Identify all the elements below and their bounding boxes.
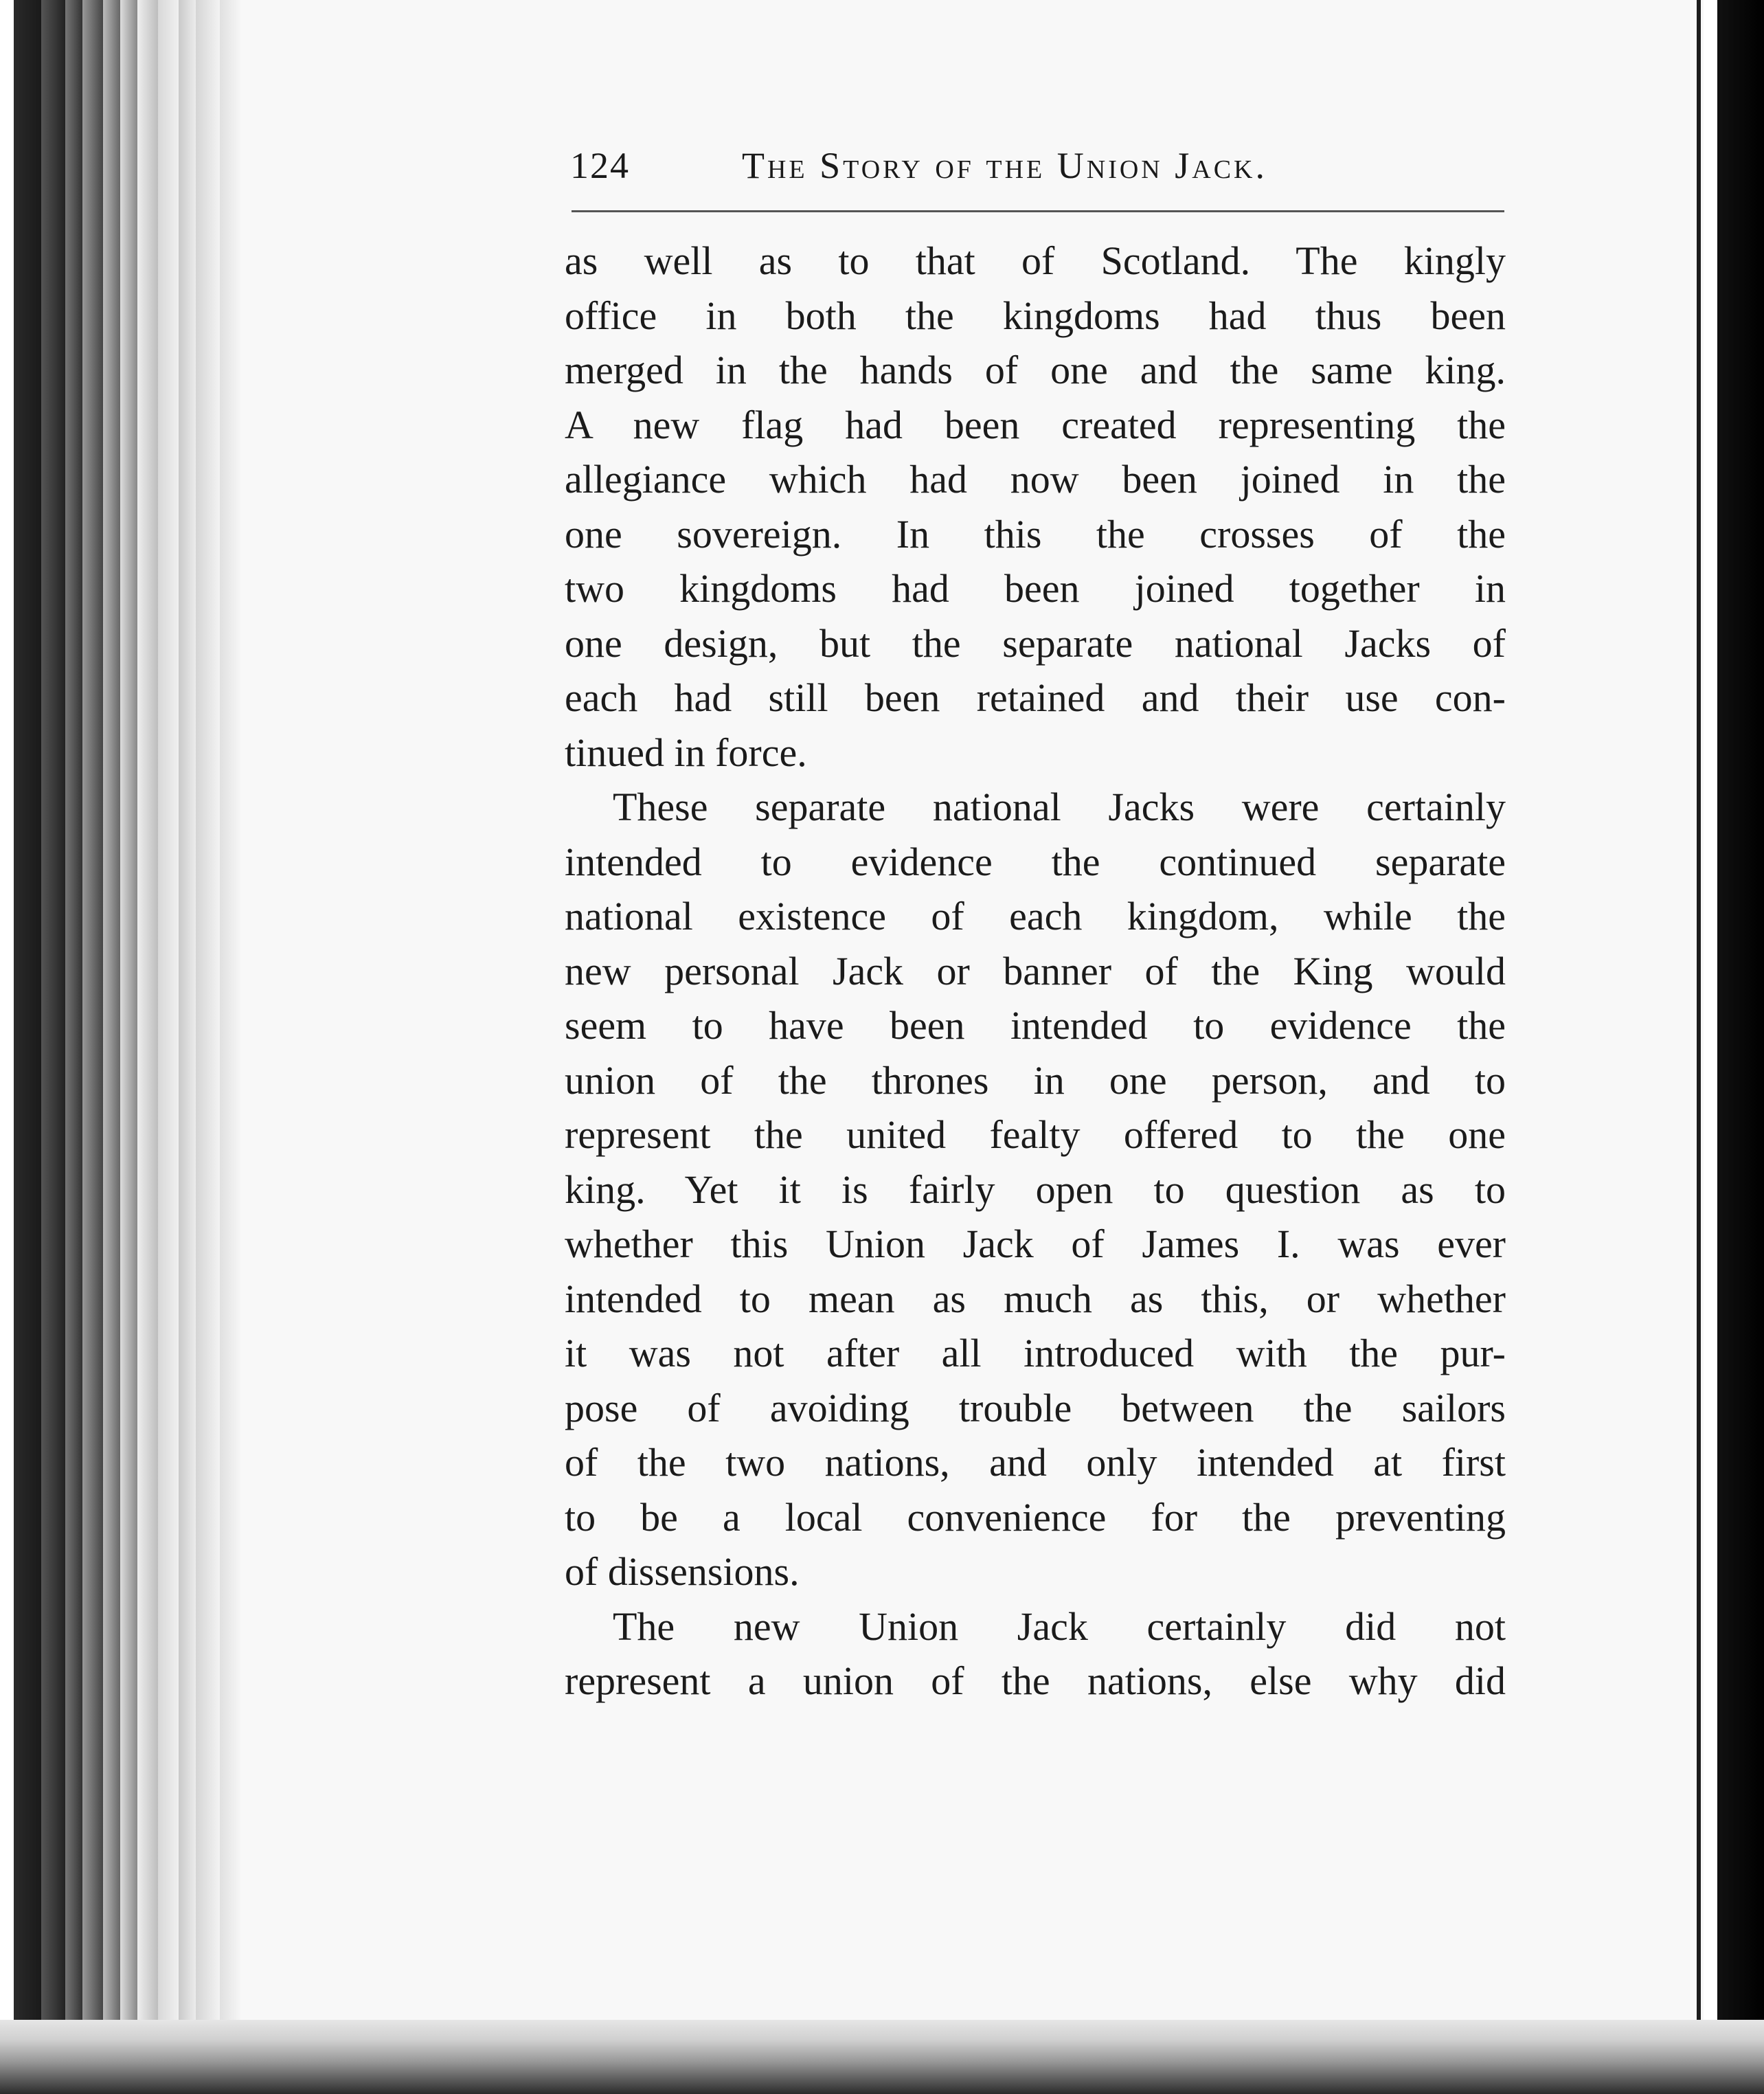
running-head: [570, 144, 1504, 192]
body-text: [565, 234, 1506, 1709]
book-edge-right-rule: [1697, 0, 1701, 2094]
text-line: allegiance which had now been joined in the: [565, 457, 1506, 502]
text-line: intended to mean as much as this, or whether: [565, 1276, 1506, 1321]
header-rule: [572, 210, 1504, 212]
text-line: one sovereign. In this the crosses of the: [565, 511, 1506, 556]
text-line: two kingdoms had been joined together in: [565, 566, 1506, 611]
paragraph-2: [565, 780, 1506, 1599]
text-line: tinued in force.: [565, 730, 807, 775]
text-line: national existence of each kingdom, while the: [565, 894, 1506, 938]
text-line: new personal Jack or banner of the King would: [565, 948, 1506, 993]
text-line: office in both the kingdoms had thus been: [565, 293, 1506, 338]
paragraph-1: [565, 234, 1506, 780]
text-line: A new flag had been created representing the: [565, 402, 1506, 447]
text-line: seem to have been intended to evidence the: [565, 1003, 1506, 1048]
text-line: each had still been retained and their use con-: [565, 675, 1506, 720]
text-line: one design, but the separate national Jacks of: [565, 620, 1506, 666]
text-line: to be a local convenience for the preventing: [565, 1494, 1506, 1540]
text-line: as well as to that of Scotland. The kingly: [565, 238, 1506, 283]
text-line: intended to evidence the continued separate: [565, 839, 1506, 884]
book-edge-left: [0, 0, 158, 2094]
text-line: of dissensions.: [565, 1549, 800, 1594]
text-line: of the two nations, and only intended at first: [565, 1440, 1506, 1485]
paragraph-3: [565, 1599, 1506, 1709]
text-line: it was not after all introduced with the pur-: [565, 1331, 1506, 1375]
page-edge-stack: [158, 0, 240, 2094]
book-edge-right: [1704, 0, 1764, 2094]
book-edge-bottom: [0, 2020, 1764, 2094]
text-line: represent the united fealty offered to the one: [565, 1112, 1506, 1157]
text-line: king. Yet it is fairly open to question as to: [565, 1167, 1506, 1212]
text-line: merged in the hands of one and the same king.: [565, 348, 1506, 392]
text-line: whether this Union Jack of James I. was ever: [565, 1222, 1506, 1266]
text-line: represent a union of the nations, else why did: [565, 1658, 1506, 1703]
text-line: The new Union Jack certainly did not: [613, 1603, 1506, 1649]
running-head-title: The Story of the Union Jack.: [742, 145, 1267, 186]
text-line: These separate national Jacks were certainly: [613, 785, 1506, 829]
page-number: 124: [570, 145, 630, 186]
text-line: pose of avoiding trouble between the sailors: [565, 1385, 1506, 1430]
text-line: union of the thrones in one person, and to: [565, 1057, 1506, 1103]
